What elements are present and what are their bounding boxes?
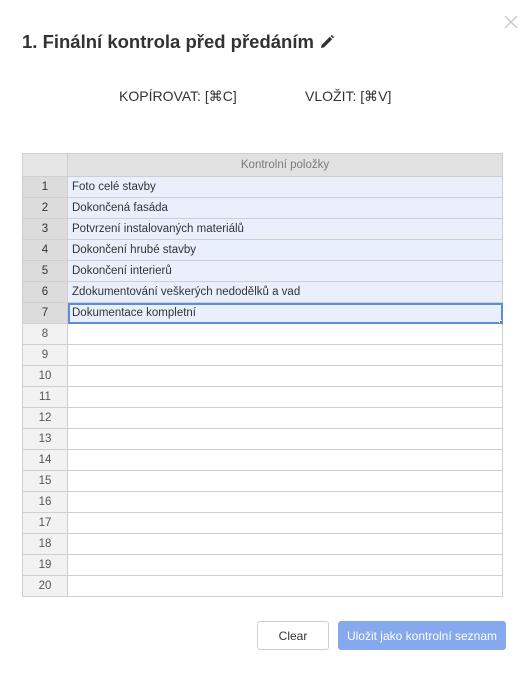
grid-cell[interactable]: Zdokumentování veškerých nedodělků a vad [68,282,503,303]
grid-cell[interactable] [68,513,503,534]
grid-cell[interactable]: Foto celé stavby [68,177,503,198]
grid-cell[interactable] [68,534,503,555]
grid-cell[interactable]: Potvrzení instalovaných materiálů [68,219,503,240]
table-row [23,576,503,597]
table-row [23,324,503,345]
table-row [23,282,503,303]
grid-cell[interactable]: Dokončená fasáda [68,198,503,219]
table-row [23,534,503,555]
grid-cell[interactable] [68,576,503,597]
table-row [23,429,503,450]
row-number[interactable]: 12 [23,408,68,429]
table-row [23,450,503,471]
row-number[interactable]: 18 [23,534,68,555]
table-row [23,513,503,534]
row-number[interactable]: 6 [23,282,68,303]
table-row [23,261,503,282]
grid-cell[interactable] [68,408,503,429]
grid-body [23,177,503,597]
grid-cell[interactable] [68,387,503,408]
close-icon [503,14,519,30]
grid-cell[interactable] [68,429,503,450]
table-row [23,177,503,198]
row-number[interactable]: 17 [23,513,68,534]
column-header-kontrolni-polozky[interactable]: Kontrolní položky [68,154,503,177]
pencil-icon[interactable] [320,35,334,49]
grid-cell[interactable]: Dokumentace kompletní [68,303,503,324]
row-number[interactable]: 16 [23,492,68,513]
row-number[interactable]: 10 [23,366,68,387]
row-number[interactable]: 11 [23,387,68,408]
copy-shortcut-hint: KOPÍROVAT: [⌘C] [119,88,237,104]
row-number[interactable]: 15 [23,471,68,492]
paste-shortcut-hint: VLOŽIT: [⌘V] [305,88,392,104]
row-number[interactable]: 14 [23,450,68,471]
table-row [23,345,503,366]
grid-cell[interactable]: Dokončení hrubé stavby [68,240,503,261]
table-row [23,555,503,576]
table-row [23,492,503,513]
grid-cell[interactable] [68,366,503,387]
checklist-grid[interactable] [22,153,503,597]
table-row [23,366,503,387]
row-number[interactable]: 2 [23,198,68,219]
dialog-header [22,30,334,54]
grid-cell[interactable]: Dokončení interierů [68,261,503,282]
row-number[interactable]: 5 [23,261,68,282]
table-row [23,471,503,492]
clear-button[interactable]: Clear [257,621,329,650]
grid-cell[interactable] [68,555,503,576]
row-number[interactable]: 19 [23,555,68,576]
table-row [23,387,503,408]
grid-header-row [23,154,503,177]
table-row [23,240,503,261]
row-number[interactable]: 1 [23,177,68,198]
close-button[interactable] [503,14,519,30]
table-row [23,303,503,324]
row-number[interactable]: 8 [23,324,68,345]
row-number[interactable]: 4 [23,240,68,261]
row-number[interactable]: 7 [23,303,68,324]
row-number[interactable]: 13 [23,429,68,450]
grid-cell[interactable] [68,450,503,471]
grid-cell[interactable] [68,324,503,345]
dialog-title: 1. Finální kontrola před předáním [22,31,314,52]
row-number[interactable]: 9 [23,345,68,366]
grid-cell[interactable] [68,492,503,513]
grid-cell[interactable] [68,471,503,492]
grid-corner[interactable] [23,154,68,177]
table-row [23,198,503,219]
table-row [23,219,503,240]
save-checklist-button[interactable]: Uložit jako kontrolní seznam [338,621,506,650]
row-number[interactable]: 3 [23,219,68,240]
row-number[interactable]: 20 [23,576,68,597]
table-row [23,408,503,429]
grid-cell[interactable] [68,345,503,366]
fill-handle[interactable] [499,320,503,324]
